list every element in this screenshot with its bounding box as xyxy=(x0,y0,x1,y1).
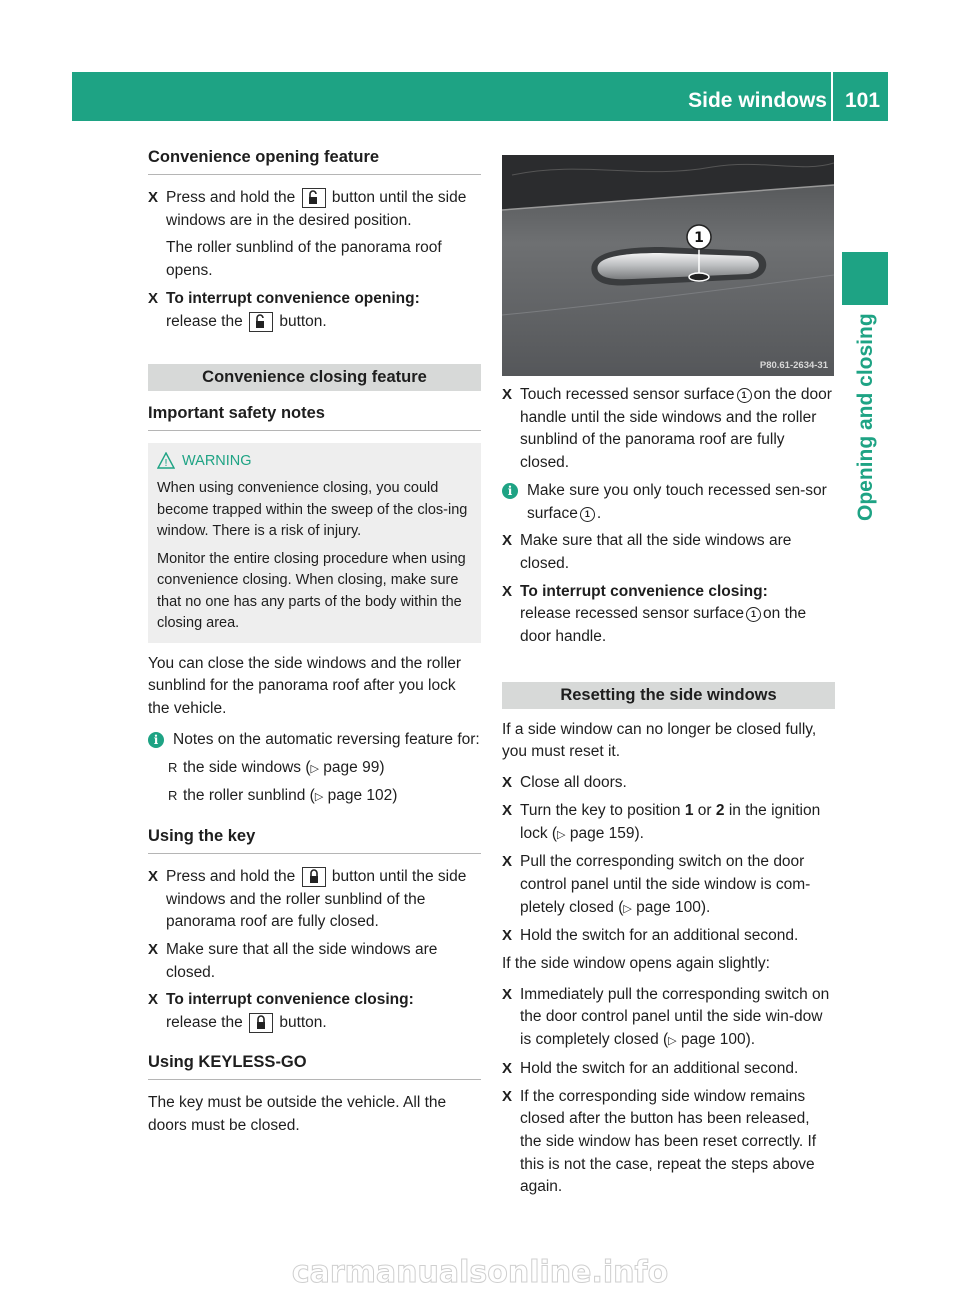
door-handle-illustration xyxy=(502,155,834,376)
list-item: R the roller sunblind (▷ page 102) xyxy=(148,785,481,809)
page-reference[interactable]: page 102 xyxy=(327,787,393,805)
header-divider xyxy=(831,72,833,121)
svg-text:!: ! xyxy=(163,458,169,470)
page-reference[interactable]: page 159 xyxy=(569,824,635,842)
warning-text: When using convenience closing, you could become trapped within the sweep of the clos-ing window. There is a risk of injury. xyxy=(157,480,468,540)
step: X Hold the switch for an additional second. xyxy=(502,925,835,948)
step: X Close all doors. xyxy=(502,772,835,795)
step: X To interrupt convenience closing: release recessed sensor surface 1 on the door handle. xyxy=(502,582,807,646)
heading-convenience-opening: Convenience opening feature xyxy=(148,145,481,175)
lock-icon xyxy=(302,867,326,887)
step: X To interrupt convenience closing: release the button. xyxy=(148,991,414,1032)
step: X If the corresponding side window remains closed after the button has been released, the side window has been reset correctly. If this is not the case, repeat the steps above again. xyxy=(502,1087,817,1196)
step: X Make sure that all the side windows are closed. xyxy=(148,941,438,981)
watermark-text xyxy=(160,1254,800,1290)
figure-callout: 1 xyxy=(694,230,704,246)
warning-icon xyxy=(157,452,175,476)
step: X Touch recessed sensor surface 1 on the door handle until the side windows and the roller sunblind of the panorama roof are fully closed. xyxy=(502,386,832,472)
step-marker: X xyxy=(502,927,513,945)
page-reference[interactable]: page 100 xyxy=(680,1031,746,1049)
page-title: Side windows xyxy=(688,89,827,112)
body-text: You can close the side windows and the roller sunblind for the panorama roof after you lock the vehicle. xyxy=(148,654,462,718)
callout-marker: 1 xyxy=(580,507,595,522)
step-marker: X xyxy=(502,774,513,792)
step-marker: X xyxy=(502,582,513,600)
page-reference[interactable]: page 99 xyxy=(323,758,380,776)
side-tab-marker xyxy=(842,252,888,305)
step: X Turn the key to position 1 or 2 in the ignition lock (▷ page 159). xyxy=(502,801,821,842)
heading-safety-notes: Important safety notes xyxy=(148,401,481,431)
figure-code: P80.61-2634-31 xyxy=(759,360,828,371)
body-text: If the side window opens again slightly: xyxy=(502,955,770,973)
warning-header: ! WARNING xyxy=(157,451,473,472)
step-marker: X xyxy=(148,289,159,307)
step-marker: X xyxy=(502,985,513,1003)
right-column xyxy=(502,155,835,1204)
bullet-marker: R xyxy=(168,788,178,804)
page-reference[interactable]: page 100 xyxy=(636,898,701,916)
info-note: i Make sure you only touch recessed sen-sor surface 1 . xyxy=(502,480,835,525)
step: X Pull the corresponding switch on the door control panel until the side window is com-pletely closed (▷ page 100). xyxy=(502,853,811,916)
step-marker: X xyxy=(502,532,513,550)
lock-icon xyxy=(249,1013,273,1033)
step-marker: X xyxy=(148,941,159,959)
callout-marker: 1 xyxy=(746,607,761,622)
warning-box xyxy=(148,443,481,643)
step-marker: X xyxy=(502,1087,513,1105)
callout-marker: 1 xyxy=(737,388,752,403)
step-marker: X xyxy=(148,991,159,1009)
step: X Hold the switch for an additional second. xyxy=(502,1058,835,1081)
step-marker: X xyxy=(502,1059,513,1077)
body-text: If a side window can no longer be closed fully, you must reset it. xyxy=(502,720,817,761)
step-marker: X xyxy=(502,386,513,403)
unlock-icon xyxy=(302,188,326,208)
left-column xyxy=(148,145,481,1137)
heading-keyless-go: Using KEYLESS-GO xyxy=(148,1050,481,1080)
step: X Press and hold the button until the side windows are in the desired position. xyxy=(148,189,467,229)
list-item: R the side windows (▷ page 99) xyxy=(148,757,481,781)
info-icon: i xyxy=(148,732,164,748)
step: X Immediately pull the corresponding switch on the door control panel until the side win-dow is completely closed (▷ page 100). xyxy=(502,985,830,1049)
svg-text:carmanualsonline.info: carmanualsonline.info xyxy=(291,1255,669,1290)
section-title-convenience-closing: Convenience closing feature xyxy=(148,364,481,391)
step-marker: X xyxy=(502,853,513,871)
door-handle-figure xyxy=(502,155,834,376)
unlock-icon xyxy=(249,312,273,332)
step-marker: X xyxy=(148,189,159,206)
warning-text: Monitor the entire closing procedure when using convenience closing. When closing, make sure that no one has any parts of the body within the closing area. xyxy=(157,550,466,632)
footer-watermark xyxy=(0,1254,960,1295)
section-title-resetting: Resetting the side windows xyxy=(502,682,835,709)
step: X Press and hold the button until the side windows and the roller sunblind of the panorama roof are fully closed. xyxy=(148,867,467,931)
bullet-marker: R xyxy=(168,759,178,775)
info-note: i Notes on the automatic reversing feature for: xyxy=(148,729,481,752)
page-number: 101 xyxy=(845,89,881,112)
step-note: The roller sunblind of the panorama roof opens. xyxy=(166,239,442,280)
step: X To interrupt convenience opening: release the button. xyxy=(148,289,420,330)
body-text: The key must be outside the vehicle. All the doors must be closed. xyxy=(148,1093,447,1134)
step-marker: X xyxy=(502,801,513,819)
heading-using-key: Using the key xyxy=(148,824,481,854)
side-tab-label: Opening and closing xyxy=(854,313,877,521)
info-icon: i xyxy=(502,483,518,499)
step-marker: X xyxy=(148,867,159,885)
step: X Make sure that all the side windows are closed. xyxy=(502,532,792,572)
